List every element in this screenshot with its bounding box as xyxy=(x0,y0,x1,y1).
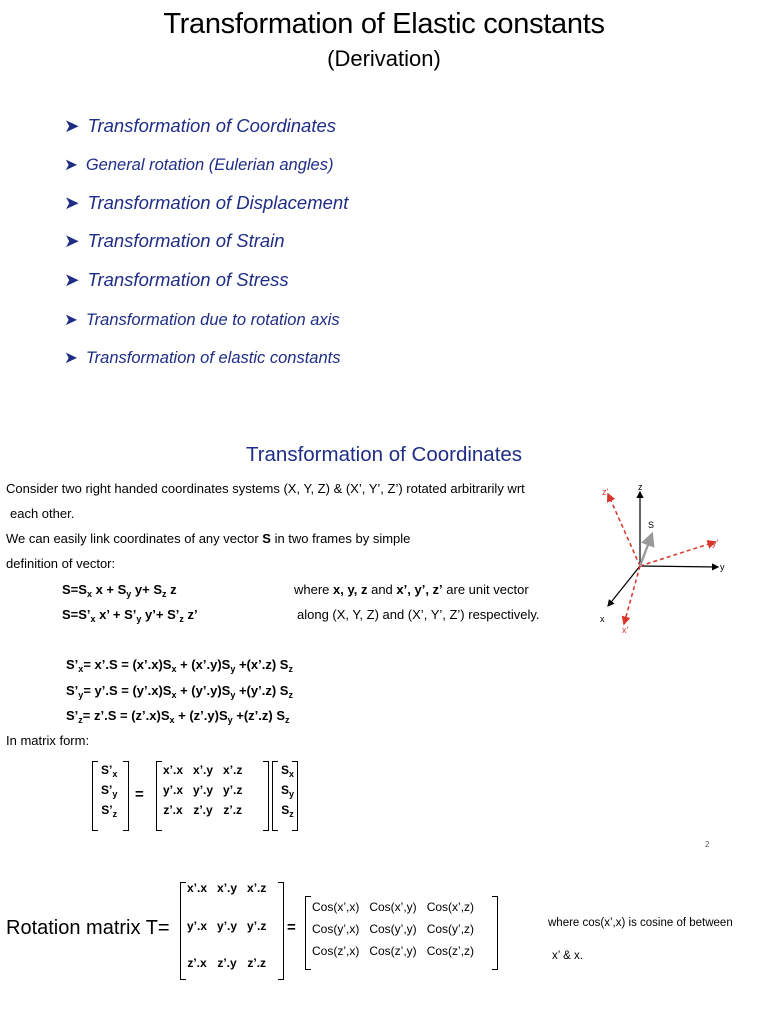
vector-s xyxy=(640,534,652,566)
x-axis xyxy=(608,566,640,606)
cosine-matrix: Cos(x’,x) Cos(x’,y) Cos(x’,z) Cos(y’,x) Cos(y’,y) Cos(y’,z) Cos(z’,x) Cos(z’,y) Cos(z’,z) xyxy=(312,900,475,958)
equals-sign: = xyxy=(135,786,144,803)
cosine-note: where cos(x’,x) is cosine of between xyxy=(548,917,733,929)
bullet-item: ➤ Transformation of Strain xyxy=(64,230,285,251)
component-equation: $S’_z=$ z’.S = $(z’.x)S_x$ + $(z’.y)S_y$ +(z’.z) $S_z$ xyxy=(66,708,290,725)
bullet-item: ➤ Transformation of Stress xyxy=(64,269,289,290)
arrow-bullet-icon: ➤ xyxy=(64,156,78,174)
x-axis-label: x xyxy=(600,614,605,624)
coordinate-axes-diagram xyxy=(590,478,740,638)
paragraph-line: each other. xyxy=(10,506,75,521)
s-prime-vector: $S’_x$ $S’_y$ $S’_z$ xyxy=(101,763,118,819)
right-bracket xyxy=(123,761,129,831)
arrow-bullet-icon: ➤ xyxy=(64,230,80,251)
dot-product-matrix: x’.x x’.y x’.z y’.x y’.y y’.z z’.x z’.y z’.z xyxy=(163,763,243,817)
paragraph-line: definition of vector: xyxy=(6,556,116,571)
matrix-form-label: In matrix form: xyxy=(6,733,90,748)
arrow-bullet-icon: ➤ xyxy=(64,311,78,329)
arrow-bullet-icon: ➤ xyxy=(64,269,80,290)
rotation-dot-matrix: x’.x x’.y x’.z y’.x y’.y y’.z z’.x z’.y z’.z xyxy=(187,881,267,970)
s-vector: $S_x$ $S_y$ $S_z$ xyxy=(281,763,295,819)
z-axis-label: z xyxy=(638,482,643,492)
cosine-note: x’ & x. xyxy=(552,950,583,962)
z-prime-label: z' xyxy=(602,487,609,497)
section-heading: Transformation of Coordinates xyxy=(245,443,523,466)
right-bracket xyxy=(263,761,269,831)
paragraph-line: Consider two right handed coordinates systems (X, Y, Z) & (X’, Y’, Z’) rotated arbitrarily wrt xyxy=(6,481,525,496)
page-subtitle: (Derivation) xyxy=(327,46,441,71)
bullet-item: ➤ General rotation (Eulerian angles) xyxy=(64,156,334,174)
right-bracket xyxy=(292,761,298,831)
y-axis-label: y xyxy=(720,562,725,572)
x-prime-label: x' xyxy=(622,625,629,635)
arrow-bullet-icon: ➤ xyxy=(64,192,80,213)
bullet-item: ➤ Transformation of elastic constants xyxy=(64,349,341,367)
component-equation: $S’_y=$ y’.S = $(y’.x)S_x$ + $(y’.y)S_y$ +(y’.z) $S_z$ xyxy=(66,683,293,700)
arrow-bullet-icon: ➤ xyxy=(64,349,78,367)
rotation-matrix-label: Rotation matrix T= xyxy=(6,917,170,939)
x-prime-axis xyxy=(624,566,640,624)
where-line: along (X, Y, Z) and (X’, Y’, Z’) respectively. xyxy=(297,607,540,622)
y-prime-axis xyxy=(640,542,715,566)
z-prime-axis xyxy=(608,494,640,566)
bullet-item: ➤ Transformation of Coordinates xyxy=(64,115,337,136)
page-number: 2 xyxy=(705,840,710,849)
y-prime-label: y' xyxy=(712,538,719,548)
equals-sign: = xyxy=(287,919,296,936)
y-axis xyxy=(640,566,718,567)
bullet-item: ➤ Transformation of Displacement xyxy=(64,192,349,213)
vector-equation-primed: $S=S’_x$ x’ + $S’_y$ y’+ $S’_z$ z’ xyxy=(62,607,198,624)
component-equation: $S’_x=$ x’.S = $(x’.x)S_x$ + $(x’.y)S_y$ +(x’.z) $S_z$ xyxy=(66,657,293,674)
vector-equation: $S=S_x$ $x + S_y$ $y+ S_z$ z xyxy=(62,582,177,599)
where-line: where x, y, z and x’, y’, z’ are unit vector xyxy=(294,582,529,597)
paragraph-line: We can easily link coordinates of any vector S in two frames by simple xyxy=(6,531,411,546)
right-bracket xyxy=(492,896,498,970)
page-title: Transformation of Elastic constants xyxy=(163,8,605,40)
right-bracket xyxy=(278,882,284,980)
vector-s-label: S xyxy=(648,520,655,530)
arrow-bullet-icon: ➤ xyxy=(64,115,80,136)
bullet-item: ➤ Transformation due to rotation axis xyxy=(64,311,340,329)
